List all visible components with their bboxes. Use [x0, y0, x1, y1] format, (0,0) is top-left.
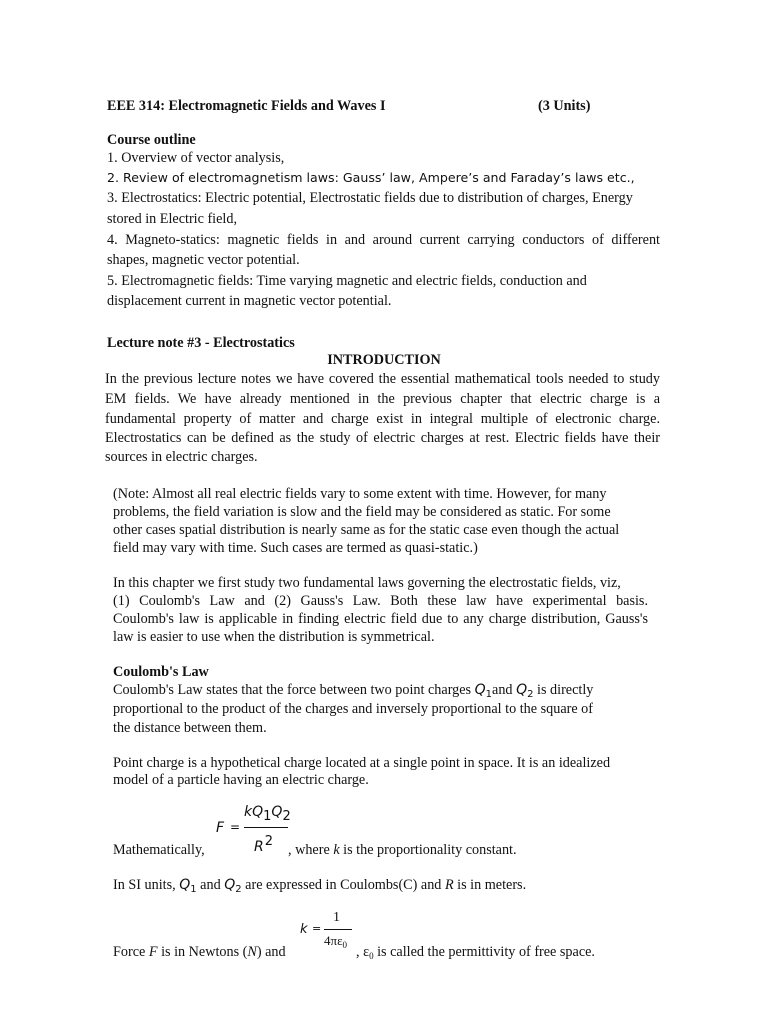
eq1-numerator: [244, 804, 291, 824]
coulomb-heading: Coulomb's Law: [113, 664, 209, 680]
math-explanation-b: is the proportionality constant.: [339, 842, 517, 858]
si-units-line: [113, 875, 526, 900]
chapter-line-4: law is easier to use when the distribution is symmetrical.: [113, 629, 435, 645]
chapter-line-1: In this chapter we first study two fundamental laws governing the electrostatic fields, viz,: [113, 575, 621, 591]
si-r: R: [444, 877, 454, 893]
force-text-c: ) and: [256, 944, 286, 960]
point-charge-line-2: model of a particle having an electric charge.: [113, 772, 369, 788]
si-text-b: are expressed in Coulombs(C) and: [241, 877, 445, 893]
permittivity-epsilon: , ε: [356, 944, 370, 960]
permittivity-subscript: 0: [369, 951, 374, 961]
force-n: N: [247, 944, 257, 960]
q1-symbol: Q: [474, 682, 486, 698]
math-explanation: [288, 840, 517, 860]
q1-subscript: 1: [485, 689, 493, 700]
eq2-denominator: [324, 933, 347, 950]
intro-line-1: In the previous lecture notes we have covered the essential mathematical tools needed to study: [105, 371, 660, 387]
force-text-a: Force: [113, 944, 149, 960]
eq1-num-sub2: 2: [282, 809, 291, 824]
eq1-den-r: R: [254, 839, 264, 855]
eq1-fraction-bar: [244, 827, 288, 828]
note-line-1: (Note: Almost all real electric fields vary to some extent with time. However, for many: [113, 486, 607, 502]
outline-heading: Course outline: [107, 132, 196, 148]
si-q1-symbol: Q: [179, 877, 191, 893]
outline-item-2: 2. Review of electromagnetism laws: Gauss’ law, Ampere’s and Faraday’s laws etc.,: [107, 170, 635, 185]
intro-line-5: sources in electric charges.: [105, 449, 258, 465]
eq1-den-sup: 2: [264, 834, 274, 849]
course-units: (3 Units): [538, 98, 591, 114]
lecture-title: Lecture note #3 - Electrostatics: [107, 335, 295, 351]
chapter-line-3: Coulomb's law is applicable in finding electric field due to any charge distribution, Gauss's: [113, 611, 648, 627]
outline-item-3-line-1: 3. Electrostatics: Electric potential, Electrostatic fields due to distribution of charges, Energy: [107, 190, 633, 206]
eq1-num-kq: kQ: [244, 804, 264, 820]
q2-symbol: Q: [516, 682, 528, 698]
si-q2-symbol: Q: [224, 877, 236, 893]
course-title: EEE 314: Electromagnetic Fields and Waves I: [107, 98, 386, 114]
eq2-den-sub: 0: [342, 940, 348, 950]
coulomb-line-2: proportional to the product of the charges and inversely proportional to the square of: [113, 701, 594, 717]
math-label: Mathematically,: [113, 842, 205, 858]
chapter-line-2: (1) Coulomb's Law and (2) Gauss's Law. Both these law have experimental basis.: [113, 593, 648, 609]
eq1-num-sub1: 1: [263, 809, 272, 824]
point-charge-line-1: Point charge is a hypothetical charge located at a single point in space. It is an idealized: [113, 755, 611, 771]
si-text-a: In SI units,: [113, 877, 180, 893]
permittivity-text: [356, 942, 595, 966]
outline-item-1: 1. Overview of vector analysis,: [107, 150, 285, 166]
eq1-num-q: Q: [271, 804, 283, 820]
q2-subscript: 2: [527, 689, 534, 700]
force-f: F: [148, 944, 158, 960]
coulomb-line-3: the distance between them.: [113, 720, 267, 736]
note-line-4: field may vary with time. Such cases are termed as quasi-static.): [113, 540, 478, 556]
si-text-c: is in meters.: [453, 877, 527, 893]
math-k: k: [333, 842, 340, 858]
force-text-b: is in Newtons (: [157, 944, 248, 960]
coulomb-line-1-text-b: is directly: [533, 682, 594, 698]
eq2-numerator: 1: [333, 910, 340, 925]
force-units-label: [113, 942, 286, 962]
outline-item-3-line-2: stored in Electric field,: [107, 211, 238, 227]
eq2-lhs: k: [300, 922, 308, 937]
si-and: and: [196, 877, 225, 893]
eq2-fraction-bar: [324, 929, 352, 930]
intro-heading: INTRODUCTION: [327, 352, 441, 368]
outline-item-5-line-2: displacement current in magnetic vector potential.: [107, 293, 392, 309]
note-line-3: other cases spatial distribution is nearly same as for the static case even though the actual: [113, 522, 620, 538]
note-line-2: problems, the field variation is slow and the field may be considered as static. For some: [113, 504, 611, 520]
permittivity-description: is called the permittivity of free space.: [373, 944, 595, 960]
math-explanation-a: , where: [288, 842, 334, 858]
eq2-equals: =: [312, 922, 322, 935]
eq1-equals: =: [230, 820, 241, 834]
si-q2-subscript: 2: [235, 884, 242, 895]
intro-line-2: EM fields. We have already mentioned in the previous chapter that electric charge is a: [105, 391, 660, 407]
intro-line-4: Electrostatics can be defined as the study of electric charges at rest. Electric fields have their: [105, 430, 660, 446]
intro-line-3: fundamental property of matter and charge exist in integral multiple of electronic charge.: [105, 411, 660, 427]
eq1-denominator: [254, 834, 273, 855]
outline-item-4-line-1: 4. Magneto-statics: magnetic fields in and around current carrying conductors of different: [107, 232, 660, 248]
coulomb-line-1-and: and: [492, 682, 517, 698]
eq2-den-text: 4πε: [324, 933, 343, 948]
eq1-lhs: F: [216, 820, 225, 836]
coulomb-line-1-text-a: Coulomb's Law states that the force between two point charges: [113, 682, 475, 698]
outline-item-5-line-1: 5. Electromagnetic fields: Time varying magnetic and electric fields, conduction and: [107, 273, 587, 289]
si-q1-subscript: 1: [190, 884, 197, 895]
outline-item-4-line-2: shapes, magnetic vector potential.: [107, 252, 300, 268]
